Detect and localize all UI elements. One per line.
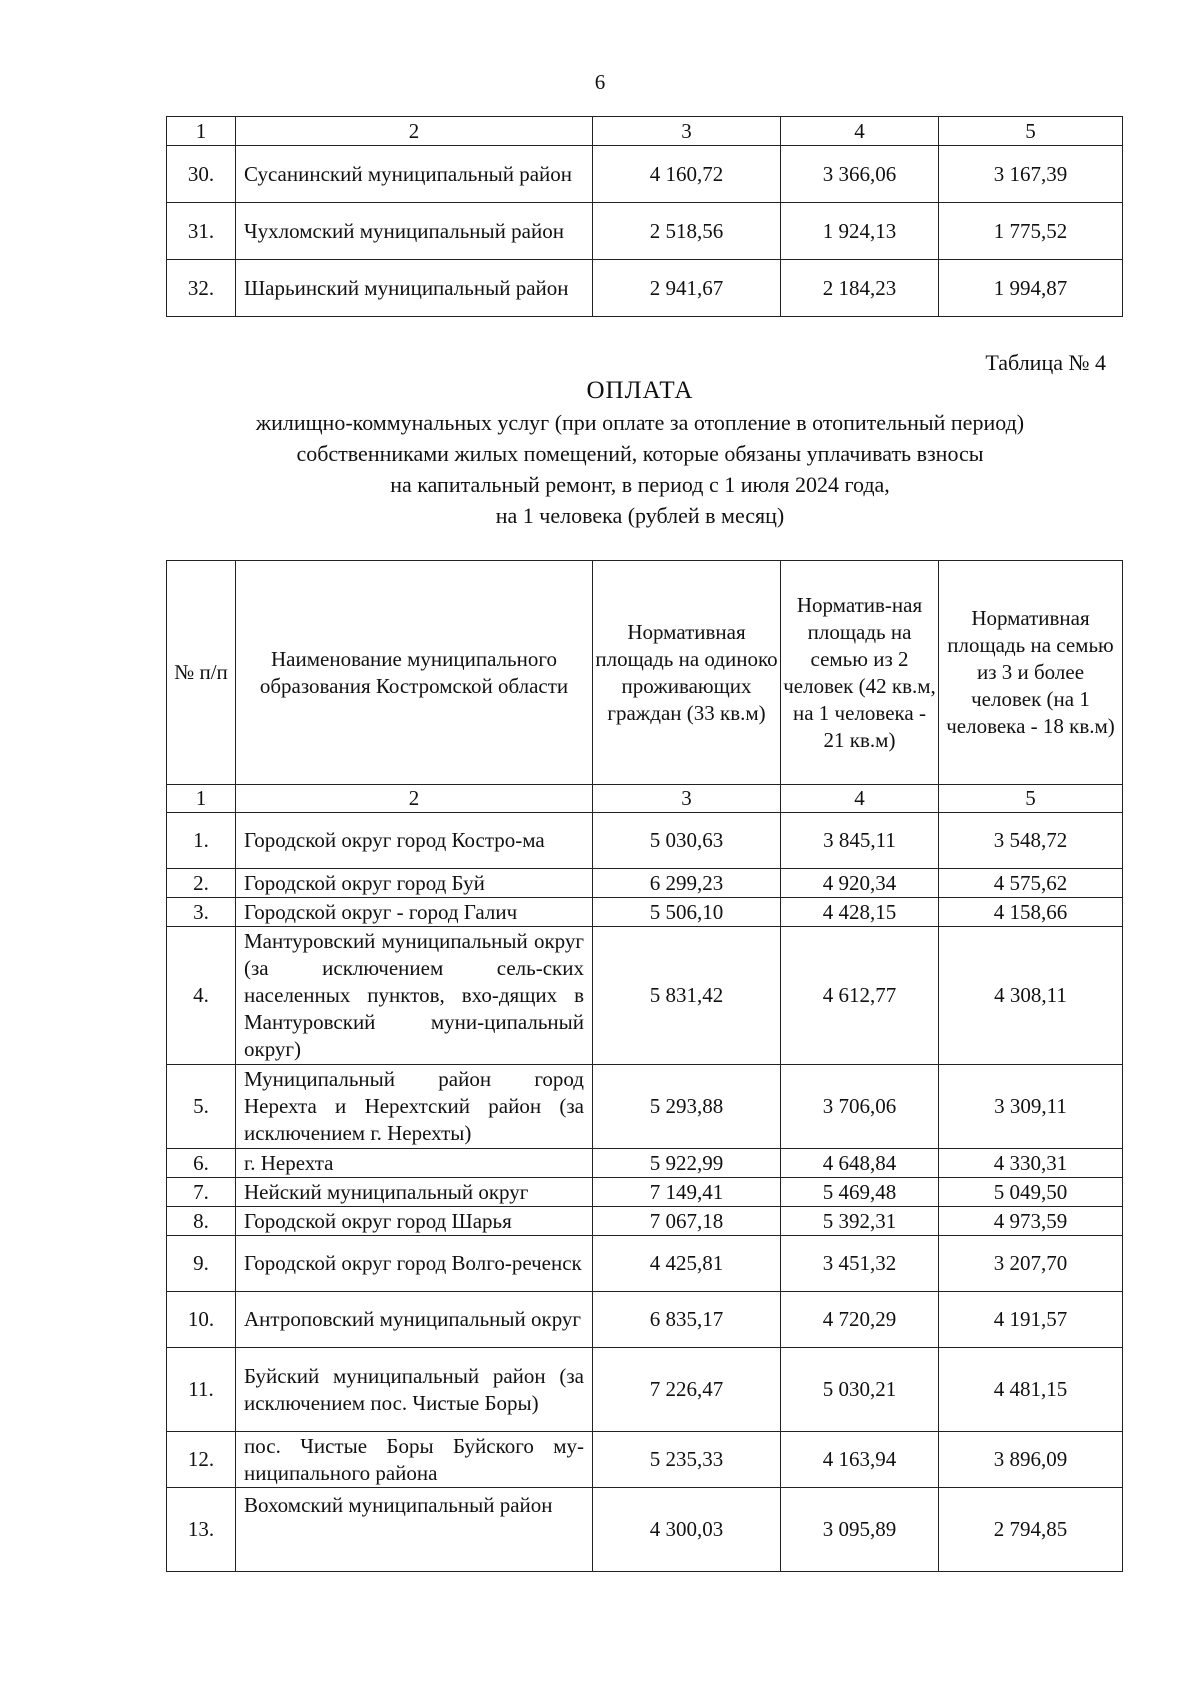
value-single: 2 941,67 <box>593 260 781 317</box>
value-three-plus: 3 167,39 <box>939 146 1123 203</box>
row-number: 31. <box>167 203 236 260</box>
value-two-person: 4 720,29 <box>781 1292 939 1348</box>
value-three-plus: 3 309,11 <box>939 1065 1123 1149</box>
table-row <box>167 1065 1123 1149</box>
value-three-plus: 3 207,70 <box>939 1236 1123 1292</box>
table-row <box>167 869 1123 898</box>
value-two-person: 4 163,94 <box>781 1432 939 1488</box>
value-single: 5 030,63 <box>593 813 781 869</box>
column-number-row <box>167 117 1123 146</box>
district-name: Буйский муниципальный район (за исключением пос. Чистые Боры) <box>236 1348 593 1432</box>
row-number: 2. <box>167 869 236 898</box>
district-name: Городской округ город Волго-реченск <box>236 1236 593 1292</box>
heading-title: ОПЛАТА <box>586 377 694 404</box>
table-row <box>167 1292 1123 1348</box>
district-name: Городской округ город Костро-ма <box>236 813 593 869</box>
header-two-person: Норматив-ная площадь на семью из 2 человек (42 кв.м, на 1 человека - 21 кв.м) <box>781 561 939 785</box>
value-two-person: 4 428,15 <box>781 898 939 927</box>
col-number: 5 <box>939 785 1123 813</box>
value-three-plus: 4 191,57 <box>939 1292 1123 1348</box>
value-two-person: 3 451,32 <box>781 1236 939 1292</box>
district-name: Муниципальный район город Нерехта и Нерехтский район (за исключением г. Нерехты) <box>236 1065 593 1149</box>
header-single: Нормативная площадь на одиноко проживающих граждан (33 кв.м) <box>593 561 781 785</box>
heading-line: собственниками жилых помещений, которые обязаны уплачивать взносы <box>296 441 984 466</box>
district-name: г. Нерехта <box>236 1149 593 1178</box>
value-single: 7 226,47 <box>593 1348 781 1432</box>
col-number: 5 <box>939 117 1123 146</box>
value-three-plus: 2 794,85 <box>939 1488 1123 1572</box>
value-two-person: 5 392,31 <box>781 1207 939 1236</box>
table-row <box>167 1178 1123 1207</box>
value-three-plus: 1 775,52 <box>939 203 1123 260</box>
value-single: 4 160,72 <box>593 146 781 203</box>
table-row <box>167 1488 1123 1572</box>
value-single: 5 922,99 <box>593 1149 781 1178</box>
district-name: пос. Чистые Боры Буйского му-ниципального района <box>236 1432 593 1488</box>
district-name: Антроповский муниципальный округ <box>236 1292 593 1348</box>
district-name: Вохомский муниципальный район <box>236 1488 593 1572</box>
row-number: 12. <box>167 1432 236 1488</box>
row-number: 32. <box>167 260 236 317</box>
header-num: № п/п <box>167 561 236 785</box>
value-three-plus: 4 330,31 <box>939 1149 1123 1178</box>
value-three-plus: 1 994,87 <box>939 260 1123 317</box>
value-two-person: 3 366,06 <box>781 146 939 203</box>
table-row <box>167 260 1123 317</box>
district-name: Чухломский муниципальный район <box>236 203 593 260</box>
value-single: 5 235,33 <box>593 1432 781 1488</box>
table-row <box>167 927 1123 1065</box>
value-two-person: 3 706,06 <box>781 1065 939 1149</box>
table-label: Таблица № 4 <box>985 350 1106 375</box>
row-number: 11. <box>167 1348 236 1432</box>
value-single: 6 299,23 <box>593 869 781 898</box>
col-number: 1 <box>167 117 236 146</box>
col-number: 2 <box>236 117 593 146</box>
value-three-plus: 4 575,62 <box>939 869 1123 898</box>
header-three-plus: Нормативная площадь на семью из 3 и более человек (на 1 человека - 18 кв.м) <box>939 561 1123 785</box>
main-table <box>166 560 1123 1572</box>
page-number: 6 <box>594 70 606 94</box>
value-two-person: 5 469,48 <box>781 1178 939 1207</box>
row-number: 30. <box>167 146 236 203</box>
value-single: 7 067,18 <box>593 1207 781 1236</box>
table-row <box>167 1348 1123 1432</box>
value-three-plus: 4 158,66 <box>939 898 1123 927</box>
row-number: 9. <box>167 1236 236 1292</box>
value-two-person: 4 612,77 <box>781 927 939 1065</box>
value-single: 5 293,88 <box>593 1065 781 1149</box>
table-row <box>167 1236 1123 1292</box>
col-number: 3 <box>593 117 781 146</box>
value-single: 2 518,56 <box>593 203 781 260</box>
district-name: Нейский муниципальный округ <box>236 1178 593 1207</box>
table-row <box>167 898 1123 927</box>
continued-table <box>166 116 1123 317</box>
value-single: 7 149,41 <box>593 1178 781 1207</box>
district-name: Шарьинский муниципальный район <box>236 260 593 317</box>
row-number: 3. <box>167 898 236 927</box>
row-number: 8. <box>167 1207 236 1236</box>
row-number: 13. <box>167 1488 236 1572</box>
header-row <box>167 561 1123 785</box>
district-name: Городской округ город Шарья <box>236 1207 593 1236</box>
value-two-person: 2 184,23 <box>781 260 939 317</box>
value-two-person: 3 845,11 <box>781 813 939 869</box>
district-name: Городской округ город Буй <box>236 869 593 898</box>
value-single: 5 506,10 <box>593 898 781 927</box>
row-number: 7. <box>167 1178 236 1207</box>
value-single: 6 835,17 <box>593 1292 781 1348</box>
row-number: 1. <box>167 813 236 869</box>
heading-line: жилищно-коммунальных услуг (при оплате за отопление в отопительный период) <box>255 410 1025 435</box>
row-number: 4. <box>167 927 236 1065</box>
district-name: Мантуровский муниципальный округ (за исключением сель-ских населенных пунктов, вхо-дящих в Мантуровский муни-ципальный округ) <box>236 927 593 1065</box>
value-three-plus: 4 973,59 <box>939 1207 1123 1236</box>
value-single: 4 425,81 <box>593 1236 781 1292</box>
col-number: 3 <box>593 785 781 813</box>
value-two-person: 1 924,13 <box>781 203 939 260</box>
row-number: 5. <box>167 1065 236 1149</box>
col-number: 4 <box>781 117 939 146</box>
col-number: 4 <box>781 785 939 813</box>
value-three-plus: 3 548,72 <box>939 813 1123 869</box>
value-two-person: 5 030,21 <box>781 1348 939 1432</box>
table-row <box>167 203 1123 260</box>
col-number: 2 <box>236 785 593 813</box>
heading-line: на 1 человека (рублей в месяц) <box>495 503 785 528</box>
table-heading <box>0 375 1200 531</box>
table-row <box>167 146 1123 203</box>
col-number: 1 <box>167 785 236 813</box>
table-row <box>167 1207 1123 1236</box>
value-three-plus: 3 896,09 <box>939 1432 1123 1488</box>
heading-line: на капитальный ремонт, в период с 1 июля 2024 года, <box>390 472 890 497</box>
row-number: 6. <box>167 1149 236 1178</box>
table-row <box>167 1149 1123 1178</box>
value-single: 4 300,03 <box>593 1488 781 1572</box>
value-three-plus: 4 481,15 <box>939 1348 1123 1432</box>
district-name: Сусанинский муниципальный район <box>236 146 593 203</box>
column-number-row <box>167 785 1123 813</box>
value-three-plus: 5 049,50 <box>939 1178 1123 1207</box>
header-name: Наименование муниципального образования Костромской области <box>236 561 593 785</box>
value-single: 5 831,42 <box>593 927 781 1065</box>
table-row <box>167 813 1123 869</box>
value-two-person: 3 095,89 <box>781 1488 939 1572</box>
table-row <box>167 1432 1123 1488</box>
district-name: Городской округ - город Галич <box>236 898 593 927</box>
value-two-person: 4 920,34 <box>781 869 939 898</box>
value-three-plus: 4 308,11 <box>939 927 1123 1065</box>
value-two-person: 4 648,84 <box>781 1149 939 1178</box>
row-number: 10. <box>167 1292 236 1348</box>
